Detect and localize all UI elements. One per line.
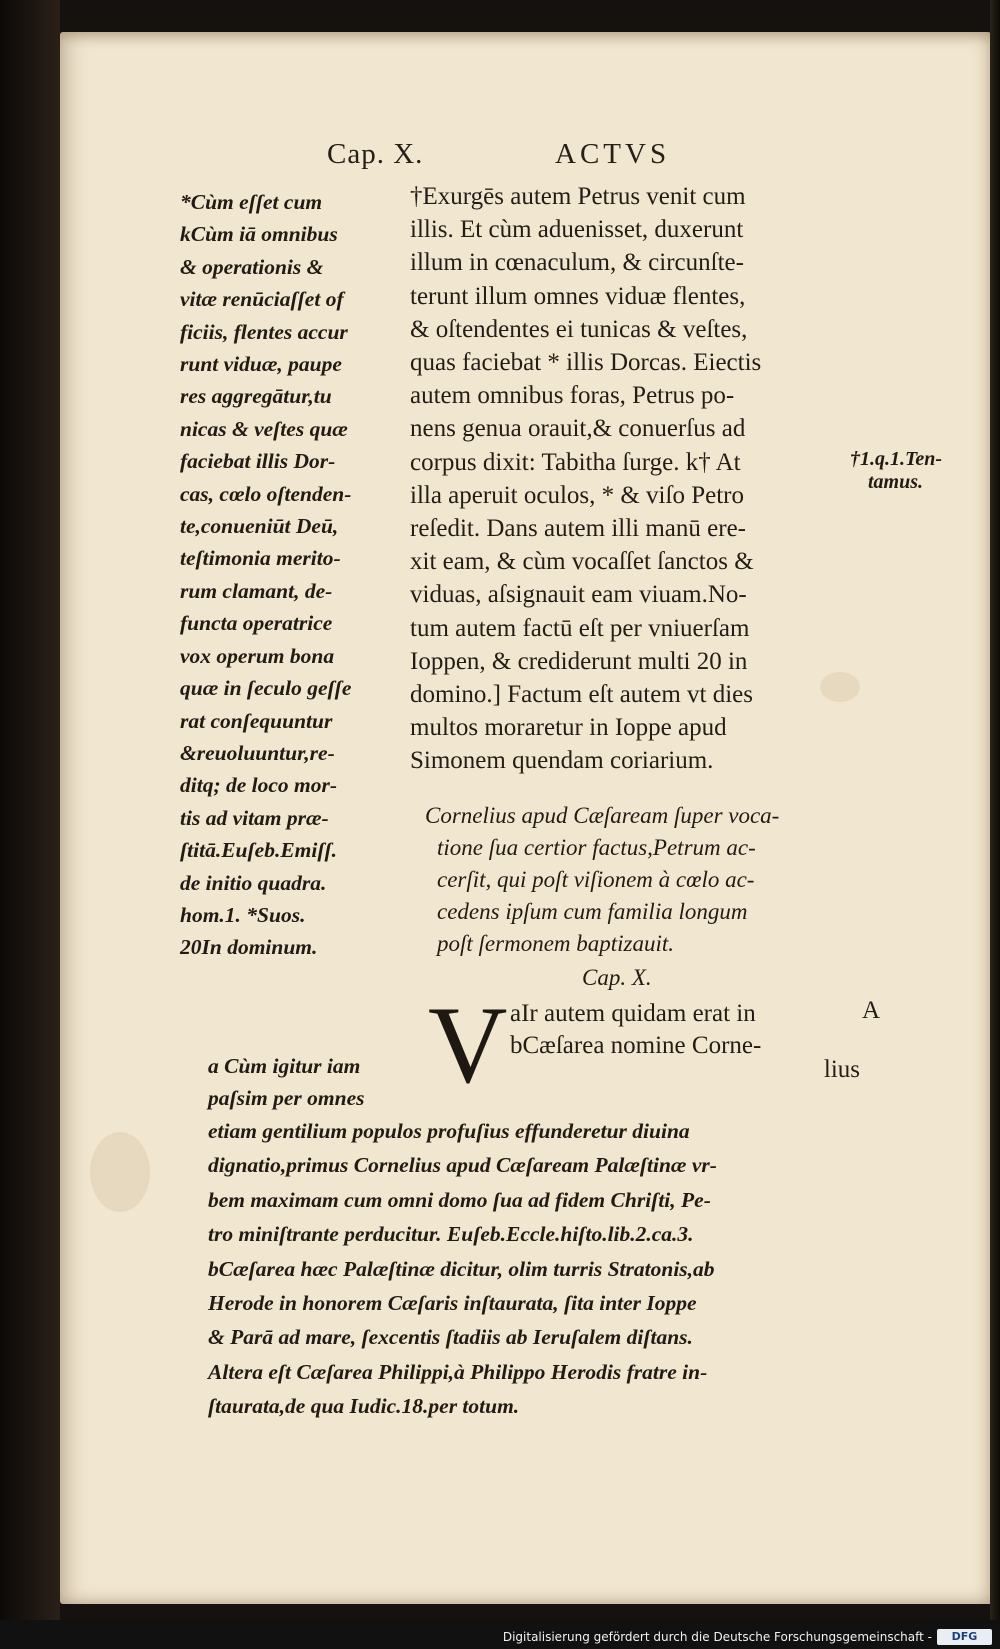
summary-line: cedens ipſum cum familia longum	[437, 899, 748, 924]
funding-credit: Digitalisierung gefördert durch die Deutsche Forschungsgemeinschaft -	[502, 1630, 932, 1644]
verse-opening	[510, 998, 860, 1086]
gloss-line: tis ad vitam præ-	[180, 805, 329, 830]
text-line: Ioppen, & crediderunt multi 20 in	[410, 647, 748, 675]
text-line: autem omnibus foras, Petrus po-	[410, 382, 735, 410]
gloss-line: teſtimonia merito-	[180, 546, 341, 571]
gloss-line: rum clamant, de-	[180, 578, 333, 603]
text-line: Simonem quendam coriarium.	[410, 747, 714, 775]
gloss-line: kCùm iā omnibus	[180, 222, 338, 247]
gloss-line: & operationis &	[180, 254, 324, 279]
gloss-line: ſtitā.Euſeb.Emiſſ.	[180, 838, 338, 863]
note-line: Herode in honorem Cæſaris inſtaurata, ſita inter Ioppe	[208, 1291, 697, 1316]
book-binding-left	[0, 0, 60, 1649]
verse-line: aIr autem quidam erat in	[510, 1000, 756, 1027]
text-line: corpus dixit: Tabitha ſurge. k† At	[410, 448, 741, 476]
side-reference	[850, 448, 942, 494]
text-line: terunt illum omnes viduæ flentes,	[410, 282, 746, 310]
verse-line: lius	[823, 1056, 860, 1083]
gloss-line: runt viduæ, paupe	[180, 352, 342, 377]
chapter-heading: Cap. X.	[582, 965, 652, 990]
gloss-line: faciebat illis Dor-	[180, 449, 336, 474]
gloss-line: quæ in ſeculo geſſe	[180, 676, 352, 701]
text-line: illa aperuit oculos, * & viſo Petro	[410, 481, 744, 509]
note-line: bem maximam cum omni domo ſua ad fidem Chriſti, Pe-	[208, 1187, 711, 1212]
note-line: bCæſarea hæc Palæſtinæ dicitur, olim turris Stratonis,ab	[208, 1256, 715, 1281]
text-line: xit eam, & cùm vocaſſet ſanctos &	[410, 548, 754, 576]
side-reference-line: †1.q.1.Ten-	[850, 448, 943, 470]
note-line: dignatio,primus Cornelius apud Cæſaream Palæſtinæ vr-	[208, 1153, 717, 1178]
paper-stain	[90, 1132, 150, 1212]
gloss-line: vox operum bona	[180, 643, 335, 668]
text-line: †Exurgēs autem Petrus venit cum	[410, 183, 746, 210]
gloss-line: &reuoluuntur,re-	[180, 740, 335, 765]
gloss-line: nicas & veſtes quæ	[180, 416, 348, 441]
summary-line: cerſit, qui poſt viſionem à cœlo ac-	[437, 867, 755, 892]
drop-capital: V	[428, 984, 508, 1106]
gloss-line: vitæ renūciaſſet of	[180, 287, 344, 312]
gloss-line: functa operatrice	[180, 611, 333, 636]
gloss-line: rat conſequuntur	[180, 708, 333, 733]
note-line: tro miniſtrante perducitur. Euſeb.Eccle.hiſto.lib.2.ca.3.	[208, 1222, 694, 1247]
summary-line: tione ſua certior factus,Petrum ac-	[437, 835, 756, 860]
text-line: tum autem factū eſt per vniuerſam	[410, 614, 750, 642]
text-line: nens genua orauit,& conuerſus ad	[410, 415, 746, 443]
text-line: multos moraretur in Ioppe apud	[410, 714, 727, 742]
gloss-line: paſsim per omnes	[208, 1086, 365, 1110]
text-line: reſedit. Dans autem illi manū ere-	[410, 515, 746, 543]
text-line: illis. Et cùm aduenisset, duxerunt	[410, 216, 744, 244]
text-line: viduas, aſsignauit eam viuam.No-	[410, 581, 747, 609]
summary-line: Cornelius apud Cæſaream ſuper voca-	[425, 803, 780, 828]
note-line: & Parā ad mare, ſexcentis ſtadiis ab Ieruſalem diſtans.	[208, 1325, 693, 1350]
note-line: ſtaurata,de qua Iudic.18.per totum.	[208, 1394, 520, 1419]
verse-line: bCæſarea nomine Corne-	[510, 1032, 762, 1059]
note-line: Altera eſt Cæſarea Philippi,à Philippo Herodis fratre in-	[208, 1359, 708, 1384]
running-head-book: ACTVS	[555, 138, 671, 170]
footnotes	[208, 1114, 878, 1424]
side-reference-line: tamus.	[868, 471, 924, 493]
gloss-line: a Cùm igitur iam	[208, 1054, 361, 1078]
gloss-line: ficiis, flentes accur	[180, 319, 348, 344]
margin-letter: A	[862, 997, 881, 1024]
gloss-line: te,conueniūt Deū,	[180, 514, 339, 539]
note-line: etiam gentilium populos profuſius effunderetur diuina	[208, 1119, 690, 1143]
gloss-line: ditq; de loco mor-	[180, 773, 338, 798]
marginal-gloss-tail	[208, 1050, 364, 1114]
dfg-logo: DFG	[937, 1629, 992, 1645]
gloss-line: hom.1. *Suos.	[180, 902, 306, 927]
chapter-summary	[425, 800, 875, 960]
running-head-chapter: Cap. X.	[327, 138, 424, 170]
gloss-line: 20In dominum.	[180, 935, 318, 960]
text-line: & oſtendentes ei tunicas & veſtes,	[410, 315, 748, 343]
gloss-line: *Cùm eſſet cum	[180, 190, 323, 214]
gloss-line: de initio quadra.	[180, 870, 327, 895]
summary-line: poſt ſermonem baptizauit.	[437, 931, 675, 956]
text-line: quas faciebat * illis Dorcas. Eiectis	[410, 349, 762, 377]
main-text	[410, 180, 880, 778]
gloss-line: res aggregātur,tu	[180, 384, 332, 409]
gloss-line: cas, cœlo oſtenden-	[180, 481, 352, 506]
marginal-gloss	[180, 186, 415, 964]
book-edge-right	[990, 0, 1000, 1649]
text-line: domino.] Factum eſt autem vt dies	[410, 681, 753, 709]
text-line: illum in cœnaculum, & circunſte-	[410, 249, 744, 277]
